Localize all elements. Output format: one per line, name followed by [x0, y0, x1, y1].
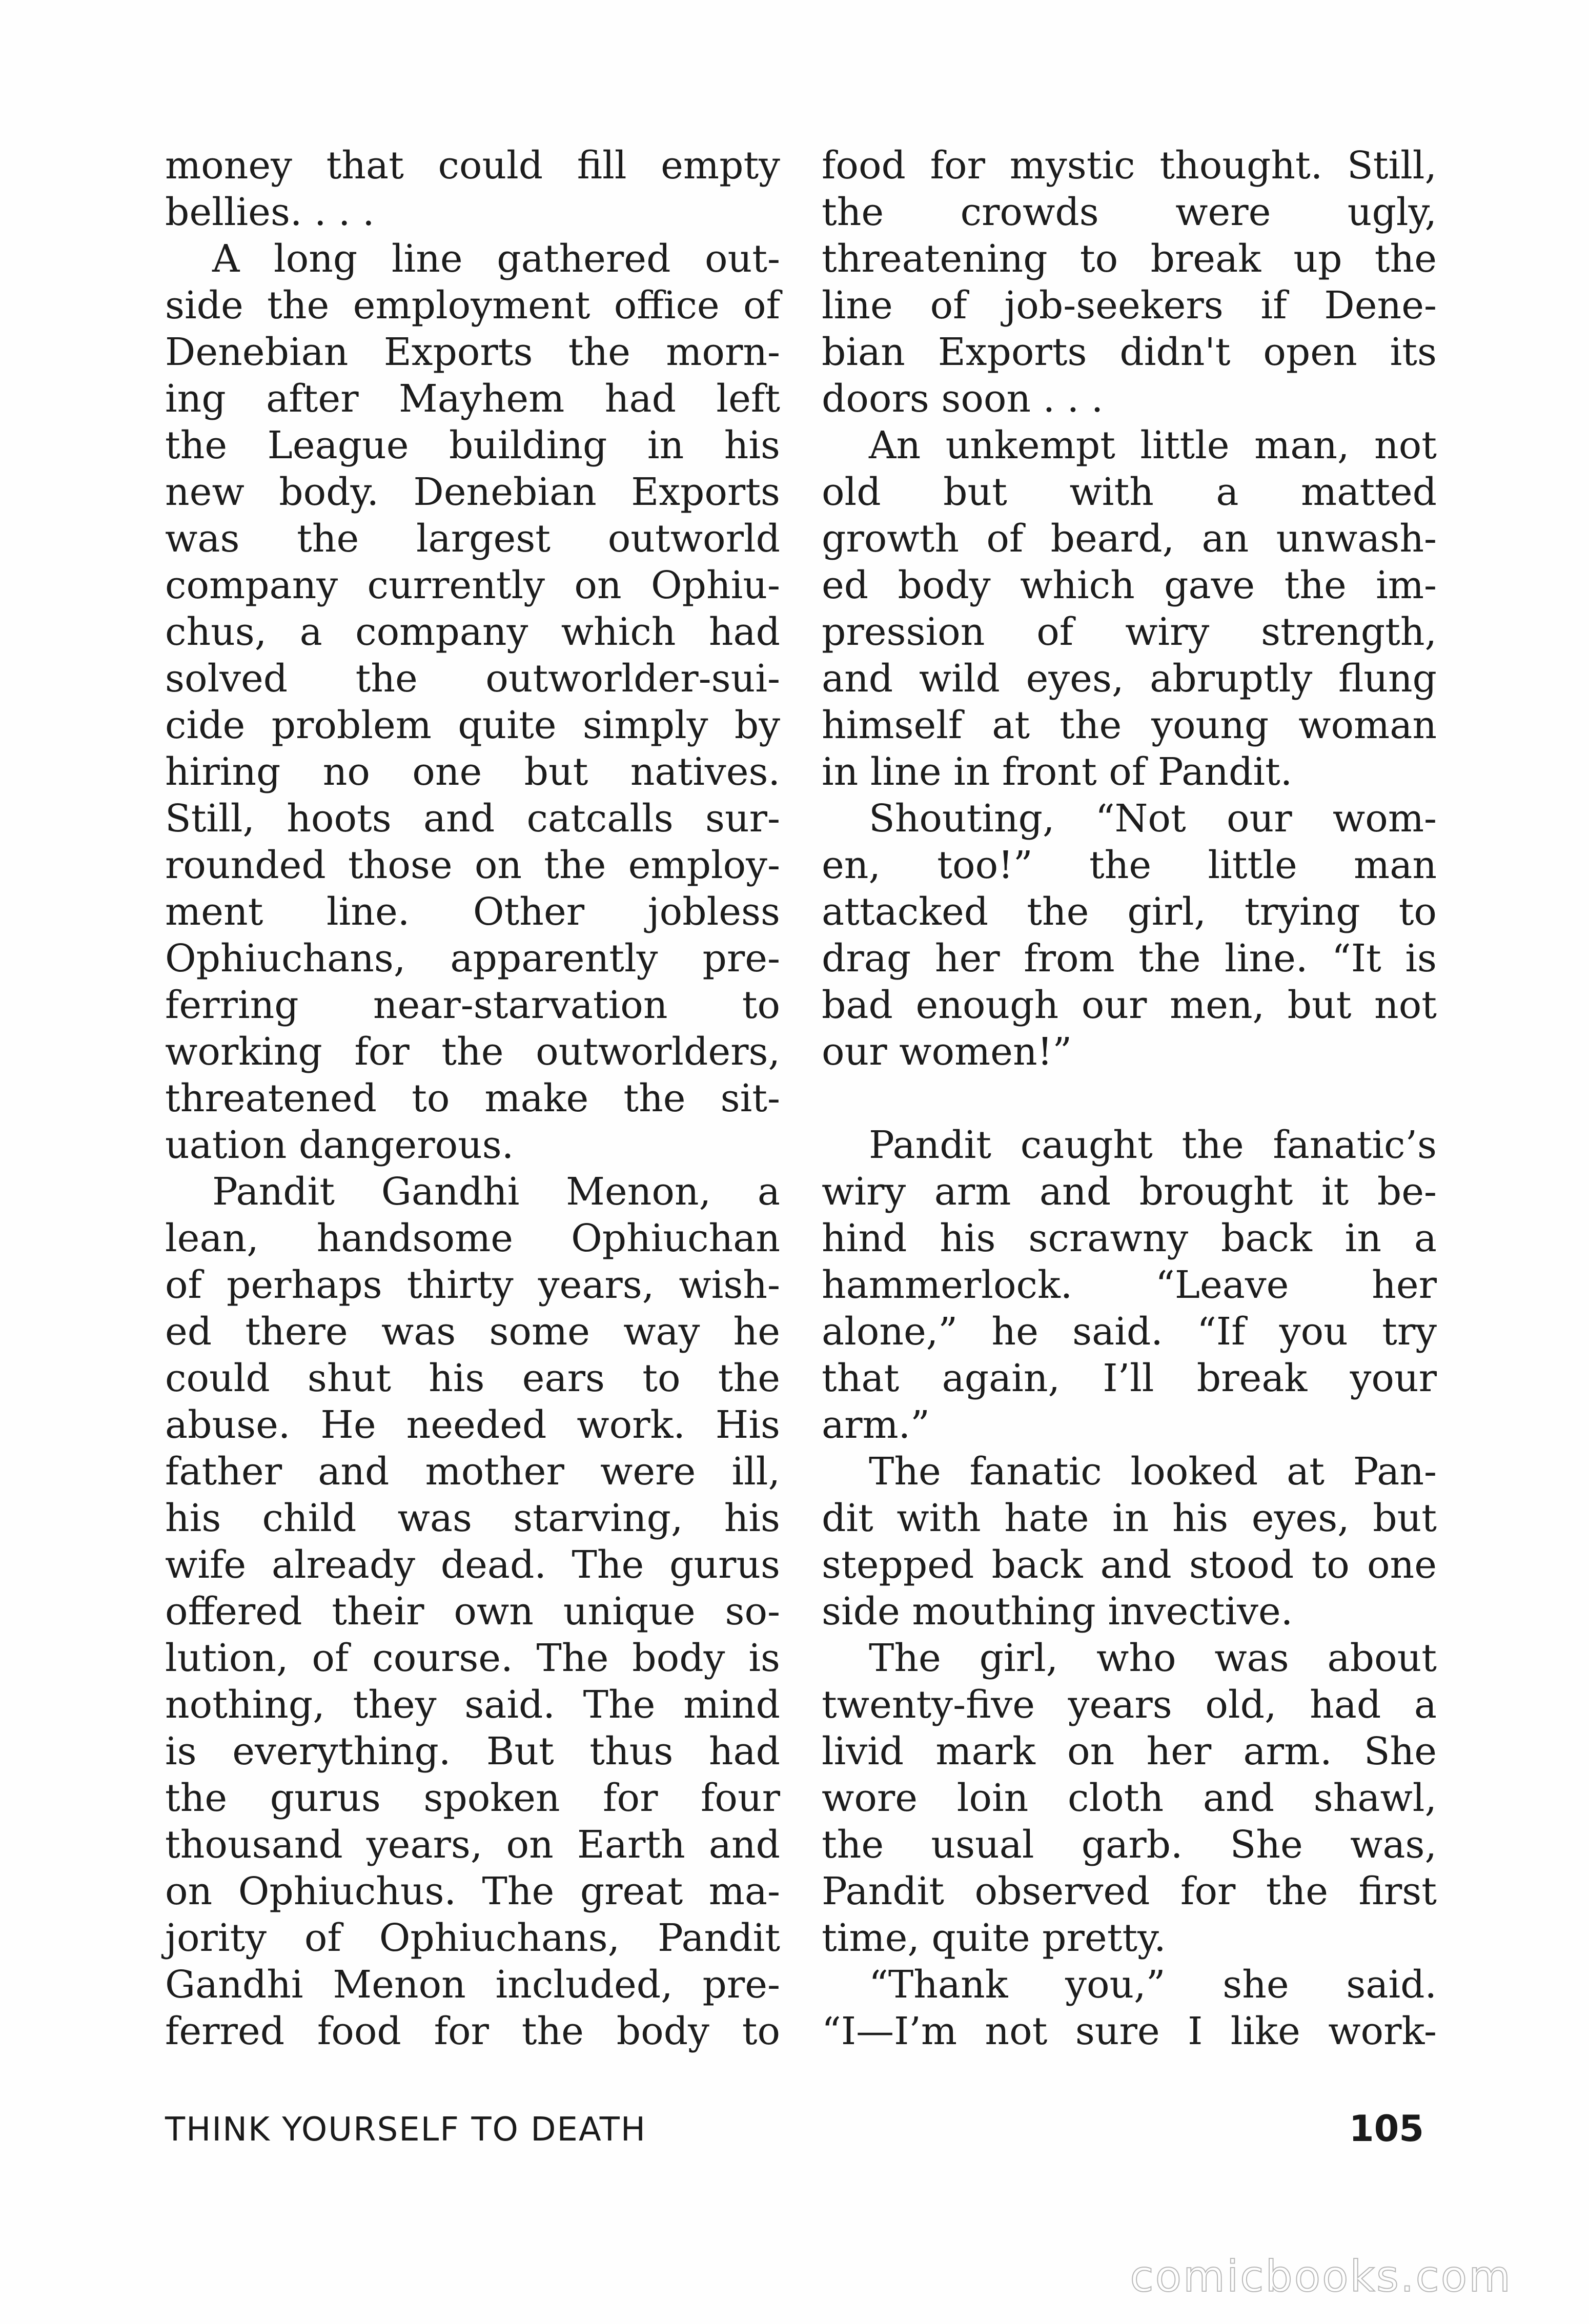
- paragraph-first-line: Pandit caught the fanatic’s: [869, 1123, 1437, 1167]
- paragraph-first-line: A long line gathered out-: [212, 237, 780, 281]
- text-line: Denebian Exports the morn-: [165, 330, 780, 374]
- text-line: hammerlock. “Leave her: [822, 1263, 1437, 1307]
- paragraph-first-line: Pandit Gandhi Menon, a: [212, 1170, 780, 1214]
- text-line: and wild eyes, abruptly flung: [822, 657, 1437, 701]
- text-line: food for mystic thought. Still,: [822, 144, 1437, 188]
- text-line: wore loin cloth and shawl,: [822, 1776, 1437, 1820]
- text-line: Pandit observed for the first: [822, 1869, 1437, 1913]
- text-line: solved the outworlder-sui-: [165, 657, 780, 701]
- text-line: hind his scrawny back in a: [822, 1216, 1437, 1260]
- text-line: “I—I’m not sure I like work-: [822, 2009, 1437, 2053]
- text-line: growth of beard, an unwash-: [822, 517, 1437, 561]
- text-line: Still, hoots and catcalls sur-: [165, 797, 780, 841]
- text-line: ed there was some way he: [165, 1310, 780, 1354]
- text-line: rounded those on the employ-: [165, 843, 780, 887]
- text-line: company currently on Ophiu-: [165, 563, 780, 607]
- text-line: Ophiuchans, apparently pre-: [165, 936, 780, 981]
- text-line: drag her from the line. “It is: [822, 936, 1437, 981]
- text-line: threatened to make the sit-: [165, 1076, 780, 1120]
- text-line: cide problem quite simply by: [165, 703, 780, 747]
- text-line: chus, a company which had: [165, 610, 780, 654]
- text-line: arm.”: [822, 1403, 930, 1447]
- text-line: was the largest outworld: [165, 517, 780, 561]
- paragraph-first-line: “Thank you,” she said.: [869, 1963, 1437, 2007]
- text-line: the gurus spoken for four: [165, 1776, 780, 1820]
- text-line: bad enough our men, but not: [822, 983, 1437, 1027]
- text-line: Gandhi Menon included, pre-: [165, 1963, 780, 2007]
- paragraph-first-line: Shouting, “Not our wom-: [869, 797, 1437, 841]
- text-line: side the employment office of: [165, 283, 780, 328]
- text-line: ed body which gave the im-: [822, 563, 1437, 607]
- right-column: [822, 142, 1437, 2055]
- text-line: money that could fill empty: [165, 144, 780, 188]
- text-line: nothing, they said. The mind: [165, 1683, 780, 1727]
- text-line: ferred food for the body to: [165, 2009, 780, 2053]
- text-line: pression of wiry strength,: [822, 610, 1437, 654]
- text-line: uation dangerous.: [165, 1123, 514, 1167]
- text-line: offered their own unique so-: [165, 1589, 780, 1634]
- text-line: the League building in his: [165, 423, 780, 467]
- text-line: could shut his ears to the: [165, 1356, 780, 1400]
- running-title: THINK YOURSELF TO DEATH: [165, 2111, 646, 2149]
- text-line: jority of Ophiuchans, Pandit: [165, 1916, 780, 1960]
- text-line: lution, of course. The body is: [165, 1636, 780, 1680]
- text-line: the crowds were ugly,: [822, 190, 1437, 234]
- text-line: livid mark on her arm. She: [822, 1729, 1437, 1773]
- text-line: dit with hate in his eyes, but: [822, 1496, 1437, 1540]
- text-line: the usual garb. She was,: [822, 1823, 1437, 1867]
- text-line: lean, handsome Ophiuchan: [165, 1216, 780, 1260]
- text-line: en, too!” the little man: [822, 843, 1437, 887]
- text-line: new body. Denebian Exports: [165, 470, 780, 514]
- text-line: working for the outworlders,: [165, 1030, 780, 1074]
- text-line: on Ophiuchus. The great ma-: [165, 1869, 780, 1913]
- text-line: bellies. . . .: [165, 190, 375, 234]
- page-number: 105: [1349, 2108, 1424, 2150]
- text-line: his child was starving, his: [165, 1496, 780, 1540]
- text-line: hiring no one but natives.: [165, 750, 780, 794]
- left-column: [165, 142, 780, 2055]
- watermark: comicbooks.com: [1130, 2251, 1512, 2301]
- text-line: doors soon . . .: [822, 377, 1104, 421]
- text-line: alone,” he said. “If you try: [822, 1310, 1437, 1354]
- text-line: ferring near-starvation to: [165, 983, 780, 1027]
- text-line: father and mother were ill,: [165, 1450, 780, 1494]
- text-line: side mouthing invective.: [822, 1589, 1293, 1634]
- text-line: of perhaps thirty years, wish-: [165, 1263, 780, 1307]
- text-line: ment line. Other jobless: [165, 890, 780, 934]
- text-line: himself at the young woman: [822, 703, 1437, 747]
- text-line: wife already dead. The gurus: [165, 1543, 780, 1587]
- text-line: bian Exports didn't open its: [822, 330, 1437, 374]
- text-line: that again, I’ll break your: [822, 1356, 1437, 1400]
- paragraph-first-line: An unkempt little man, not: [869, 423, 1437, 467]
- text-line: in line in front of Pandit.: [822, 750, 1293, 794]
- text-line: line of job-seekers if Dene-: [822, 283, 1437, 328]
- text-line: is everything. But thus had: [165, 1729, 780, 1773]
- section-break: [822, 1075, 1437, 1122]
- text-line: thousand years, on Earth and: [165, 1823, 780, 1867]
- text-line: our women!”: [822, 1030, 1072, 1074]
- text-line: abuse. He needed work. His: [165, 1403, 780, 1447]
- text-line: old but with a matted: [822, 470, 1437, 514]
- text-line: wiry arm and brought it be-: [822, 1170, 1437, 1214]
- text-line: twenty-five years old, had a: [822, 1683, 1437, 1727]
- text-line: attacked the girl, trying to: [822, 890, 1437, 934]
- text-line: threatening to break up the: [822, 237, 1437, 281]
- paragraph-first-line: The fanatic looked at Pan-: [869, 1450, 1437, 1494]
- paragraph-first-line: The girl, who was about: [869, 1636, 1437, 1680]
- text-line: time, quite pretty.: [822, 1916, 1166, 1960]
- text-line: stepped back and stood to one: [822, 1543, 1437, 1587]
- text-line: ing after Mayhem had left: [165, 377, 780, 421]
